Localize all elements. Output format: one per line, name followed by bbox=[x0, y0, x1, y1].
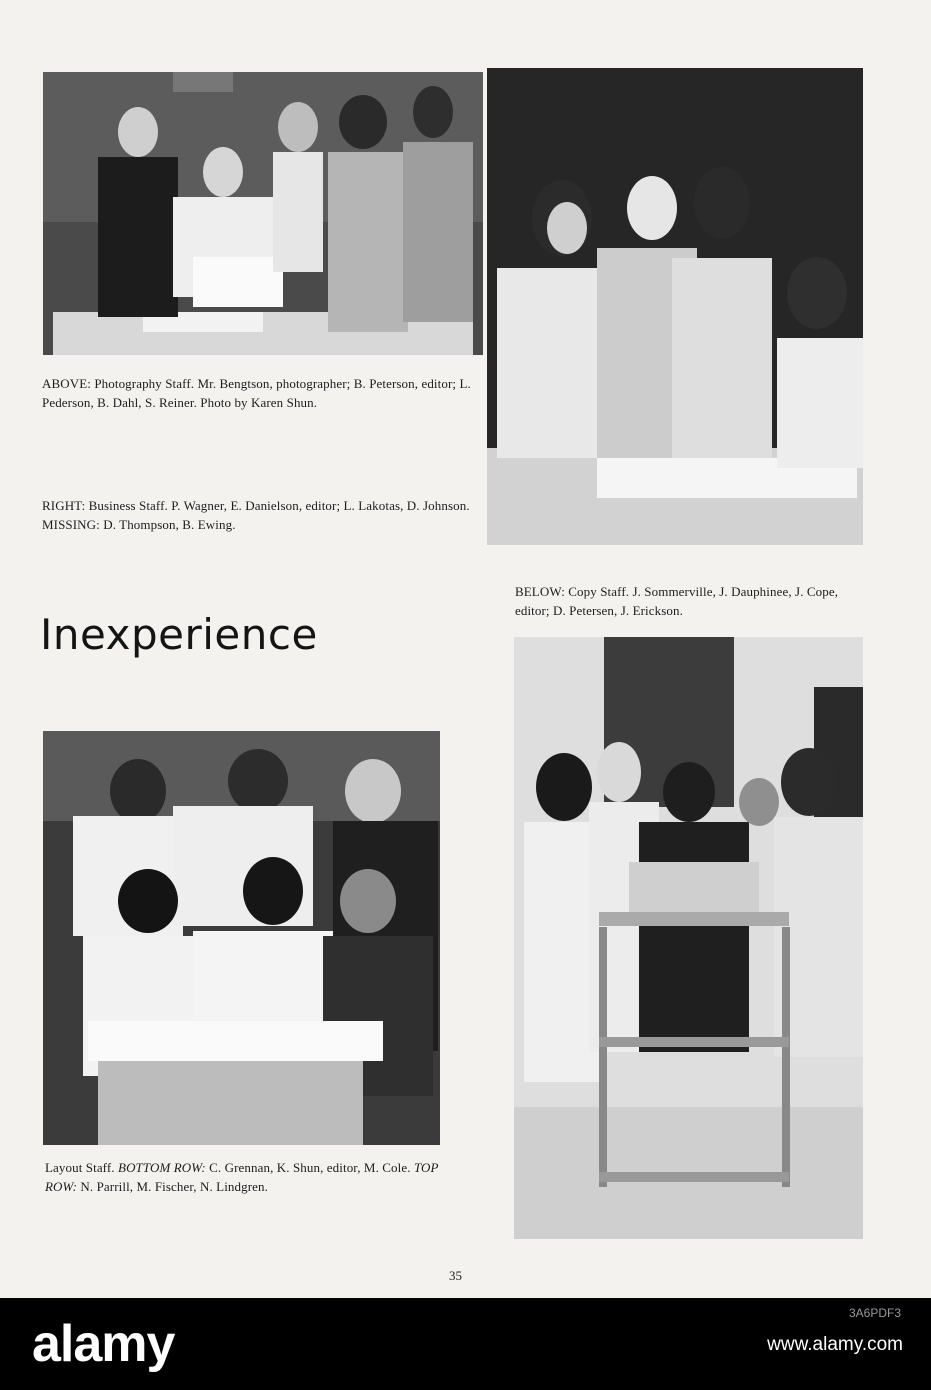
caption-layout-bottom-label: BOTTOM ROW: bbox=[118, 1160, 206, 1175]
caption-photography-staff: ABOVE: Photography Staff. Mr. Bengtson, photographer; B. Peterson, editor; L. Pederson, B. Dahl, S. Reiner. Photo by Karen Shun. bbox=[42, 376, 471, 410]
caption-layout-staff bbox=[45, 1158, 440, 1196]
section-heading: Inexperience bbox=[40, 610, 318, 659]
photo-copy-staff-image bbox=[514, 637, 863, 1239]
site-url: www.alamy.com bbox=[767, 1334, 903, 1355]
photo-copy-staff bbox=[514, 637, 863, 1239]
caption-layout-intro: Layout Staff. bbox=[45, 1160, 115, 1175]
page-number: 35 bbox=[449, 1268, 462, 1283]
stock-footer bbox=[0, 1298, 931, 1390]
caption-business-staff: RIGHT: Business Staff. P. Wagner, E. Danielson, editor; L. Lakotas, D. Johnson. MISSING: D. Thompson, B. Ewing. bbox=[42, 498, 470, 532]
caption-copy-staff: BELOW: Copy Staff. J. Sommerville, J. Dauphinee, J. Cope, editor; D. Petersen, J. Erickson. bbox=[515, 584, 839, 618]
photo-business-staff bbox=[487, 68, 863, 545]
alamy-logo: alamy bbox=[32, 1315, 175, 1373]
caption-layout-top-label: TOP ROW: bbox=[45, 1160, 439, 1194]
photo-layout-staff bbox=[43, 731, 440, 1145]
photo-business-staff-image bbox=[487, 68, 863, 545]
caption-layout-top: N. Parrill, M. Fischer, N. Lindgren. bbox=[80, 1179, 268, 1194]
caption-layout-bottom: C. Grennan, K. Shun, editor, M. Cole. bbox=[209, 1160, 411, 1175]
photo-layout-staff-image bbox=[43, 731, 440, 1145]
image-id: 3A6PDF3 bbox=[848, 1306, 901, 1320]
photo-photography-staff bbox=[43, 72, 483, 355]
photo-photography-staff-image bbox=[43, 72, 483, 355]
